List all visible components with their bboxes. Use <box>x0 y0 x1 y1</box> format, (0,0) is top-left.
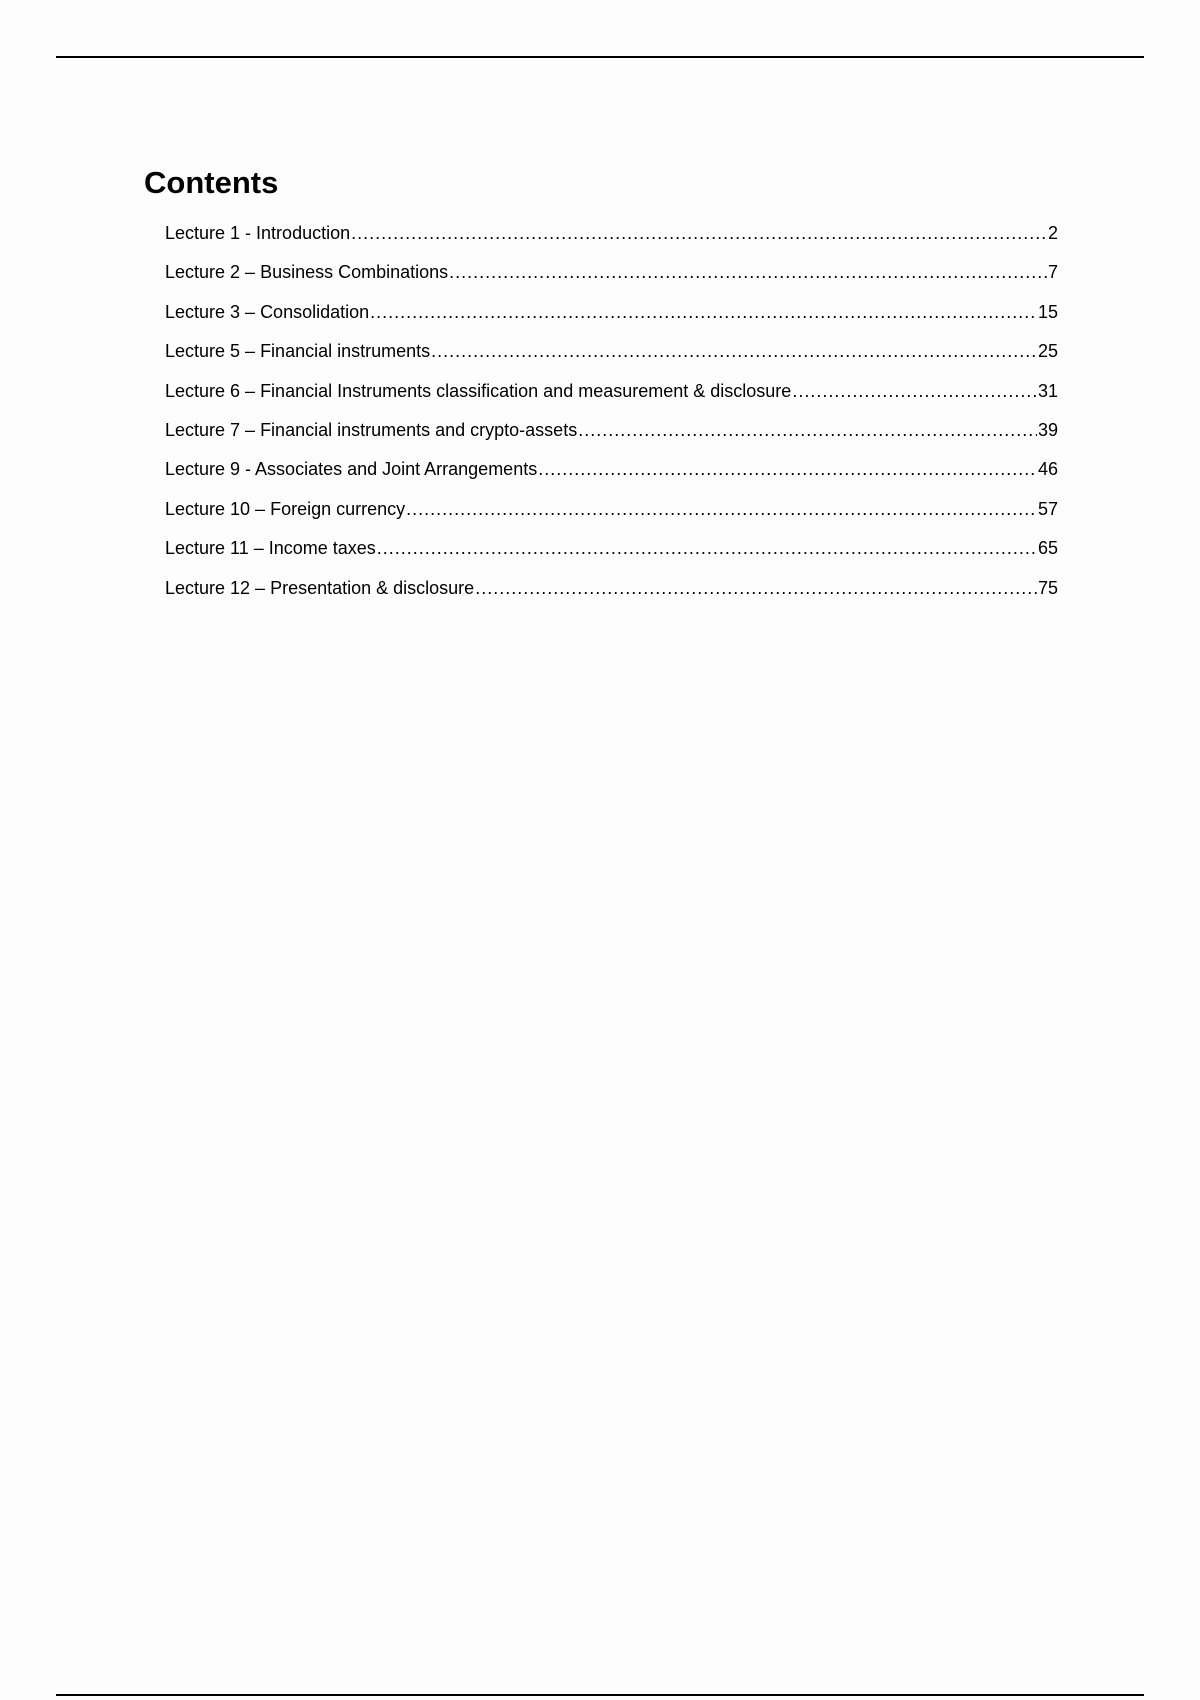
toc-dot-leader <box>370 299 1037 325</box>
toc-dot-leader <box>449 259 1047 285</box>
toc-entry[interactable] <box>165 496 1058 535</box>
toc-entry[interactable] <box>165 417 1058 456</box>
table-of-contents <box>165 220 1058 614</box>
toc-entry-title: Lecture 10 – Foreign currency <box>165 498 406 519</box>
toc-entry-title: Lecture 9 - Associates and Joint Arrangements <box>165 459 538 480</box>
toc-page-number: 15 <box>1037 301 1058 322</box>
toc-page-number: 39 <box>1037 419 1058 440</box>
page-title: Contents <box>144 165 279 200</box>
toc-dot-leader <box>792 378 1037 404</box>
toc-dot-leader <box>431 338 1037 364</box>
toc-dot-leader <box>578 417 1037 443</box>
toc-page-number: 2 <box>1047 223 1058 243</box>
toc-page-number: 7 <box>1047 262 1058 283</box>
toc-entry[interactable] <box>165 535 1058 574</box>
toc-entry-title: Lecture 1 - Introduction <box>165 223 351 243</box>
toc-dot-leader <box>406 496 1037 522</box>
toc-page-number: 25 <box>1037 341 1058 362</box>
toc-entry[interactable] <box>165 378 1058 417</box>
toc-entry-title: Lecture 3 – Consolidation <box>165 301 370 322</box>
toc-page-number: 31 <box>1037 380 1058 401</box>
toc-entry-title: Lecture 11 – Income taxes <box>165 538 376 559</box>
toc-entry[interactable] <box>165 338 1058 377</box>
toc-entry-title: Lecture 5 – Financial instruments <box>165 341 431 362</box>
toc-page-number: 65 <box>1037 538 1058 559</box>
toc-entry[interactable] <box>165 220 1058 259</box>
toc-dot-leader <box>538 456 1037 482</box>
toc-entry[interactable] <box>165 575 1058 614</box>
toc-page-number: 46 <box>1037 459 1058 480</box>
toc-page-number: 57 <box>1037 498 1058 519</box>
toc-entry-title: Lecture 2 – Business Combinations <box>165 262 449 283</box>
toc-dot-leader <box>475 575 1037 601</box>
toc-entry-title: Lecture 12 – Presentation & disclosure <box>165 577 475 598</box>
footer-rule <box>56 1694 1144 1696</box>
toc-entry-title: Lecture 6 – Financial Instruments classification and measurement & disclosure <box>165 380 792 401</box>
toc-entry-title: Lecture 7 – Financial instruments and crypto-assets <box>165 419 578 440</box>
toc-entry[interactable] <box>165 299 1058 338</box>
toc-entry[interactable] <box>165 259 1058 298</box>
toc-dot-leader <box>377 535 1037 561</box>
toc-page-number: 75 <box>1037 577 1058 598</box>
toc-dot-leader <box>351 220 1047 246</box>
toc-entry[interactable] <box>165 456 1058 495</box>
header-rule <box>56 56 1144 58</box>
